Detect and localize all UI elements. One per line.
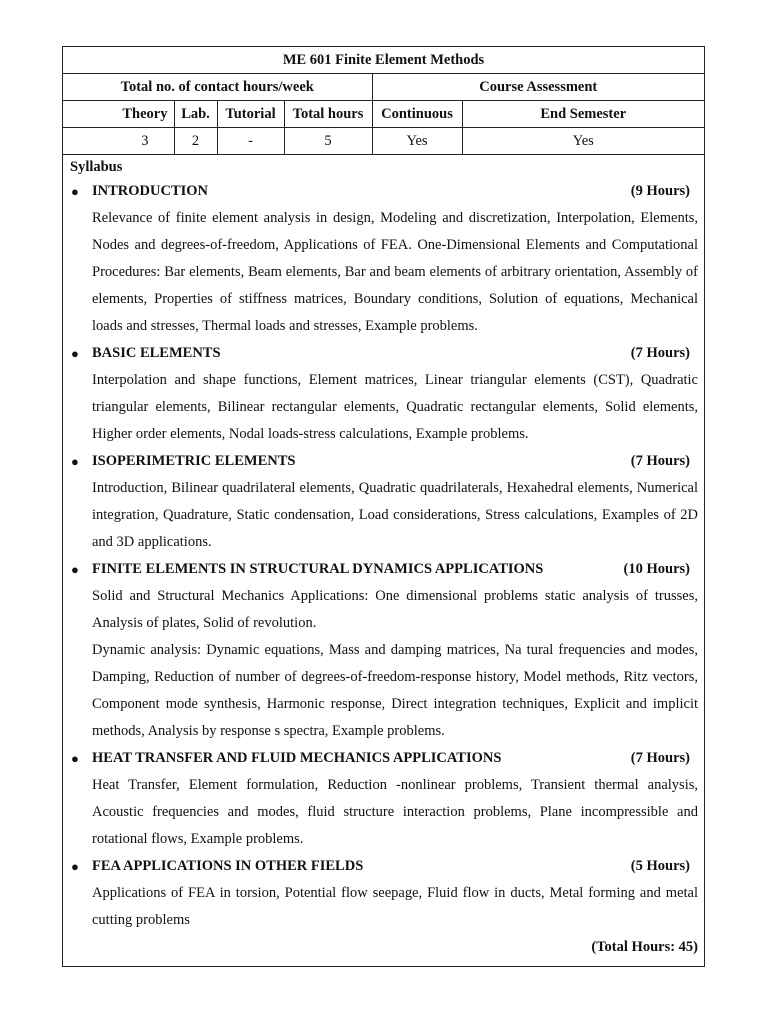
bullet-icon: ● bbox=[71, 751, 79, 766]
section-paragraph: Applications of FEA in torsion, Potential flow seepage, Fluid flow in ducts, Metal forming and metal cutting problems bbox=[92, 885, 698, 928]
bullet-icon: ● bbox=[71, 859, 79, 874]
section-body bbox=[69, 475, 698, 556]
col-total-hours: Total hours bbox=[284, 101, 372, 128]
section-heading-row bbox=[69, 745, 698, 772]
section-paragraph: Dynamic analysis: Dynamic equations, Mass and damping matrices, Na tural frequencies and modes, Damping, Reduction of number of degrees-of-freedom-response history, Model methods, Ritz vectors, Component mode synthesis, Harmonic response, Direct integration techniques, Explicit and implicit methods, Analysis by response s spectra, Example problems. bbox=[92, 642, 698, 739]
section-heading: ISOPERIMETRIC ELEMENTS bbox=[92, 453, 296, 469]
section-hours: (7 Hours) bbox=[630, 453, 690, 469]
section-paragraph: Heat Transfer, Element formulation, Reduction -nonlinear problems, Transient thermal analysis, Acoustic frequencies and modes, fluid structure interaction problems, Plane incompressible and rotational flows, Example problems. bbox=[92, 777, 698, 847]
section-hours: (7 Hours) bbox=[630, 750, 690, 766]
section-hours: (5 Hours) bbox=[630, 858, 690, 874]
section-heading-row bbox=[69, 853, 698, 880]
syllabus-section bbox=[69, 178, 698, 340]
section-heading: FEA APPLICATIONS IN OTHER FIELDS bbox=[92, 858, 364, 874]
syllabus-section bbox=[69, 745, 698, 853]
section-heading-row bbox=[69, 448, 698, 475]
bullet-icon: ● bbox=[71, 346, 79, 361]
bullet-icon: ● bbox=[71, 562, 79, 577]
contact-hours-header: Total no. of contact hours/week bbox=[63, 74, 372, 101]
col-theory: Theory bbox=[63, 101, 174, 128]
section-heading: HEAT TRANSFER AND FLUID MECHANICS APPLICATIONS bbox=[92, 750, 502, 766]
section-hours: (7 Hours) bbox=[630, 345, 690, 361]
section-paragraph: Interpolation and shape functions, Element matrices, Linear triangular elements (CST), Quadratic triangular elements, Bilinear rectangular elements, Quadratic rectangular elements, Solid elements, Higher order elements, Nodal loads-stress calculations, Example problems. bbox=[92, 372, 698, 442]
section-paragraph: Solid and Structural Mechanics Applications: One dimensional problems static analysis of trusses, Analysis of plates, Solid of revolution. bbox=[92, 588, 698, 631]
section-hours: (9 Hours) bbox=[630, 183, 690, 199]
val-end-semester: Yes bbox=[462, 128, 704, 155]
section-heading: BASIC ELEMENTS bbox=[92, 345, 221, 361]
section-heading: FINITE ELEMENTS IN STRUCTURAL DYNAMICS APPLICATIONS bbox=[92, 561, 544, 577]
total-hours: (Total Hours: 45) bbox=[591, 939, 698, 955]
section-paragraph: Relevance of finite element analysis in design, Modeling and discretization, Interpolation, Elements, Nodes and degrees-of-freedom, Applications of FEA. One-Dimensional Elements and Computational Procedures: Bar elements, Beam elements, Bar and beam elements of arbitrary orientation, Assembly of elements, Properties of stiffness matrices, Boundary conditions, Solution of equations, Mechanical loads and stresses, Thermal loads and stresses, Example problems. bbox=[92, 210, 698, 334]
syllabus-section bbox=[69, 853, 698, 934]
val-continuous: Yes bbox=[372, 128, 462, 155]
col-tutorial: Tutorial bbox=[217, 101, 284, 128]
section-body bbox=[69, 205, 698, 340]
section-body bbox=[69, 367, 698, 448]
syllabus-title: Syllabus bbox=[70, 159, 123, 175]
val-tutorial: - bbox=[217, 128, 284, 155]
val-total-hours: 5 bbox=[284, 128, 372, 155]
section-body bbox=[69, 880, 698, 934]
col-continuous: Continuous bbox=[372, 101, 462, 128]
course-info-table bbox=[63, 47, 704, 155]
section-paragraph: Introduction, Bilinear quadrilateral elements, Quadratic quadrilaterals, Hexahedral elements, Numerical integration, Quadrature, Static condensation, Load considerations, Stress calculations, Examples of 2D and 3D applications. bbox=[92, 480, 698, 550]
section-body bbox=[69, 583, 698, 745]
section-body bbox=[69, 772, 698, 853]
syllabus-section bbox=[69, 340, 698, 448]
syllabus-section bbox=[69, 556, 698, 745]
val-theory: 3 bbox=[63, 128, 174, 155]
assessment-header: Course Assessment bbox=[372, 74, 704, 101]
section-heading: INTRODUCTION bbox=[92, 183, 209, 199]
section-heading-row bbox=[69, 178, 698, 205]
syllabus-section bbox=[69, 448, 698, 556]
val-lab: 2 bbox=[174, 128, 217, 155]
section-hours: (10 Hours) bbox=[623, 561, 690, 577]
course-document bbox=[62, 46, 705, 967]
syllabus bbox=[63, 156, 704, 961]
section-heading-row bbox=[69, 340, 698, 367]
bullet-icon: ● bbox=[71, 184, 79, 199]
bullet-icon: ● bbox=[71, 454, 79, 469]
col-end-semester: End Semester bbox=[462, 101, 704, 128]
col-lab: Lab. bbox=[174, 101, 217, 128]
section-heading-row bbox=[69, 556, 698, 583]
course-title: ME 601 Finite Element Methods bbox=[63, 47, 704, 74]
